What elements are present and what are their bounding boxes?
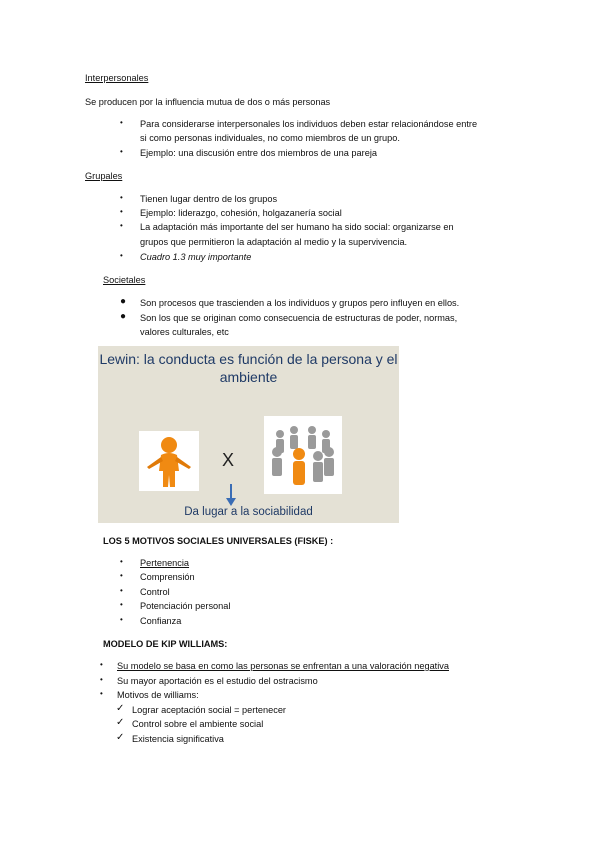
bullet-icon: • [120,615,123,624]
list-item: Control sobre el ambiente social [132,719,264,729]
section-heading-grupales: Grupales [85,171,123,181]
list-item: Existencia significativa [132,734,224,744]
list-item: grupos que permitieron la adaptación al medio y la supervivencia. [140,237,408,247]
lewin-slide-image [98,346,399,523]
list-item: Tienen lugar dentro de los grupos [140,194,278,204]
bullet-icon: • [120,147,123,156]
person-icon [139,431,199,491]
list-item: Para considerarse interpersonales los individuos deben estar relacionándose entre [140,119,478,129]
section-heading-interpersonales: Interpersonales [85,73,149,83]
list-item: La adaptación más importante del ser humano ha sido social: organizarse en [140,222,454,232]
bullet-icon: • [120,193,123,202]
bullet-icon: • [100,689,103,698]
bullet-icon: • [100,675,103,684]
bullet-icon: • [120,207,123,216]
section-heading-williams: MODELO DE KIP WILLIAMS: [103,639,228,649]
bullet-icon: • [120,557,123,566]
group-card [264,416,342,494]
bullet-icon: • [120,221,123,230]
list-item: Confianza [140,616,182,626]
list-item: Son procesos que trascienden a los individuos y grupos pero influyen en ellos. [140,298,460,308]
checkmark-icon: ✓ [116,732,125,743]
bullet-icon: • [100,660,103,669]
section-heading-motivos: LOS 5 MOTIVOS SOCIALES UNIVERSALES (FISKE) : [103,536,334,546]
list-item: Son los que se originan como consecuencia de estructuras de poder, normas, [140,313,458,323]
list-item: Pertenencia [140,558,190,568]
list-item: Comprensión [140,572,195,582]
bullet-icon: • [120,600,123,609]
bullet-icon: • [120,118,123,127]
bullet-icon: • [120,586,123,595]
list-item: Control [140,587,170,597]
checkmark-icon: ✓ [116,703,125,714]
list-item: Cuadro 1.3 muy importante [140,252,252,262]
multiply-operator: X [222,450,235,470]
slide-title: Lewin: la conducta es función de la persona y el ambiente [99,351,398,385]
list-item: Su modelo se basa en como las personas se enfrentan a una valoración negativa [117,661,449,671]
list-item: Ejemplo: liderazgo, cohesión, holgazanería social [140,208,342,218]
checkmark-icon: ✓ [116,717,125,728]
group-icon [264,416,342,494]
list-item: Ejemplo: una discusión entre dos miembros de una pareja [140,148,377,158]
list-item: Su mayor aportación es el estudio del ostracismo [117,676,318,686]
bullet-icon: • [120,251,123,260]
person-card [139,431,199,491]
list-item: si como personas individuales, no como miembros de un grupo. [140,133,400,143]
list-item: Potenciación personal [140,601,231,611]
list-item: Lograr aceptación social = pertenecer [132,705,286,715]
bullet-icon: ● [120,296,127,307]
list-item: Motivos de williams: [117,690,199,700]
list-item: valores culturales, etc [140,327,229,337]
interpersonales-intro: Se producen por la influencia mutua de dos o más personas [85,97,331,107]
bullet-icon: • [120,571,123,580]
slide-caption: Da lugar a la sociabilidad [184,506,313,518]
arrow-down-icon [226,484,236,506]
bullet-icon: ● [120,311,127,322]
section-heading-societales: Societales [103,275,146,285]
